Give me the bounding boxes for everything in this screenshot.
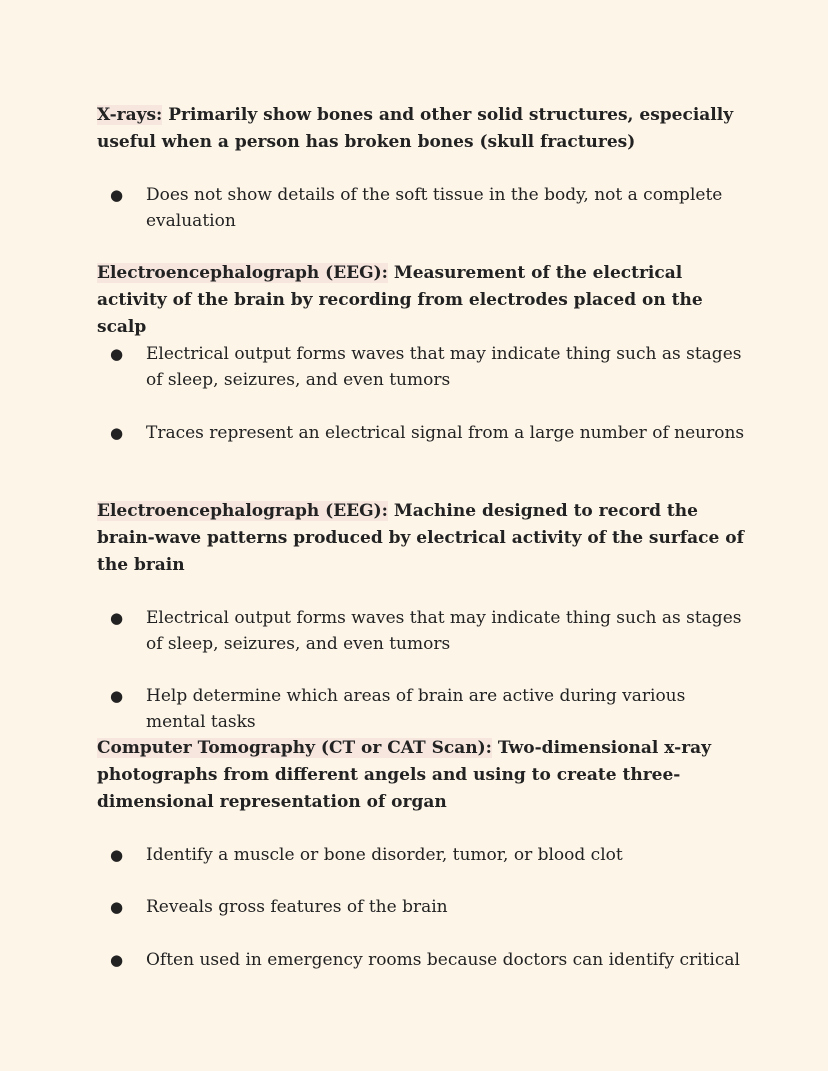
bullet-icon: ● [110, 951, 124, 969]
definition-text: Two-dimensional x-ray photographs from different angels and using to create three-dimensional representation of organ [97, 738, 712, 812]
definition-text: Machine designed to record the brain-wave patterns produced by electrical activity of the surface of the brain [97, 501, 744, 575]
list-item-text: Often used in emergency rooms because doctors can identify critical [146, 950, 740, 970]
list-item [110, 894, 750, 920]
list-item [110, 683, 750, 735]
list-item [110, 341, 750, 393]
list-item [110, 947, 750, 973]
definition-text: Primarily show bones and other solid structures, especially useful when a person has broken bones (skull fractures) [97, 105, 734, 152]
list-item-text: Electrical output forms waves that may indicate thing such as stages of sleep, seizures, and even tumors [146, 344, 742, 390]
definition-ct-scan [97, 735, 757, 816]
list-item-text: Reveals gross features of the brain [146, 897, 448, 917]
definition-x-rays [97, 102, 757, 156]
list-item-text: Help determine which areas of brain are active during various mental tasks [146, 686, 686, 732]
bullet-icon: ● [110, 609, 124, 627]
bullet-icon: ● [110, 186, 124, 204]
list-item [110, 420, 750, 446]
bullet-icon: ● [110, 898, 124, 916]
term-label: Computer Tomography (CT or CAT Scan): [97, 738, 492, 758]
list-item-text: Electrical output forms waves that may indicate thing such as stages of sleep, seizures, and even tumors [146, 608, 742, 654]
term-label: Electroencephalograph (EEG): [97, 263, 388, 283]
definition-eeg-measurement [97, 260, 757, 341]
bullet-icon: ● [110, 345, 124, 363]
list-item [110, 182, 750, 234]
list-item [110, 842, 750, 868]
definition-eeg-machine [97, 498, 757, 579]
list-item-text: Identify a muscle or bone disorder, tumor, or blood clot [146, 845, 623, 865]
bullet-icon: ● [110, 846, 124, 864]
term-label: X-rays: [97, 105, 163, 125]
list-item-text: Traces represent an electrical signal from a large number of neurons [146, 423, 745, 443]
definition-text: Measurement of the electrical activity of the brain by recording from electrodes placed on the scalp [97, 263, 703, 337]
list-item [110, 605, 750, 657]
bullet-icon: ● [110, 687, 124, 705]
list-item-text: Does not show details of the soft tissue in the body, not a complete evaluation [146, 185, 723, 231]
bullet-icon: ● [110, 424, 124, 442]
term-label: Electroencephalograph (EEG): [97, 501, 388, 521]
